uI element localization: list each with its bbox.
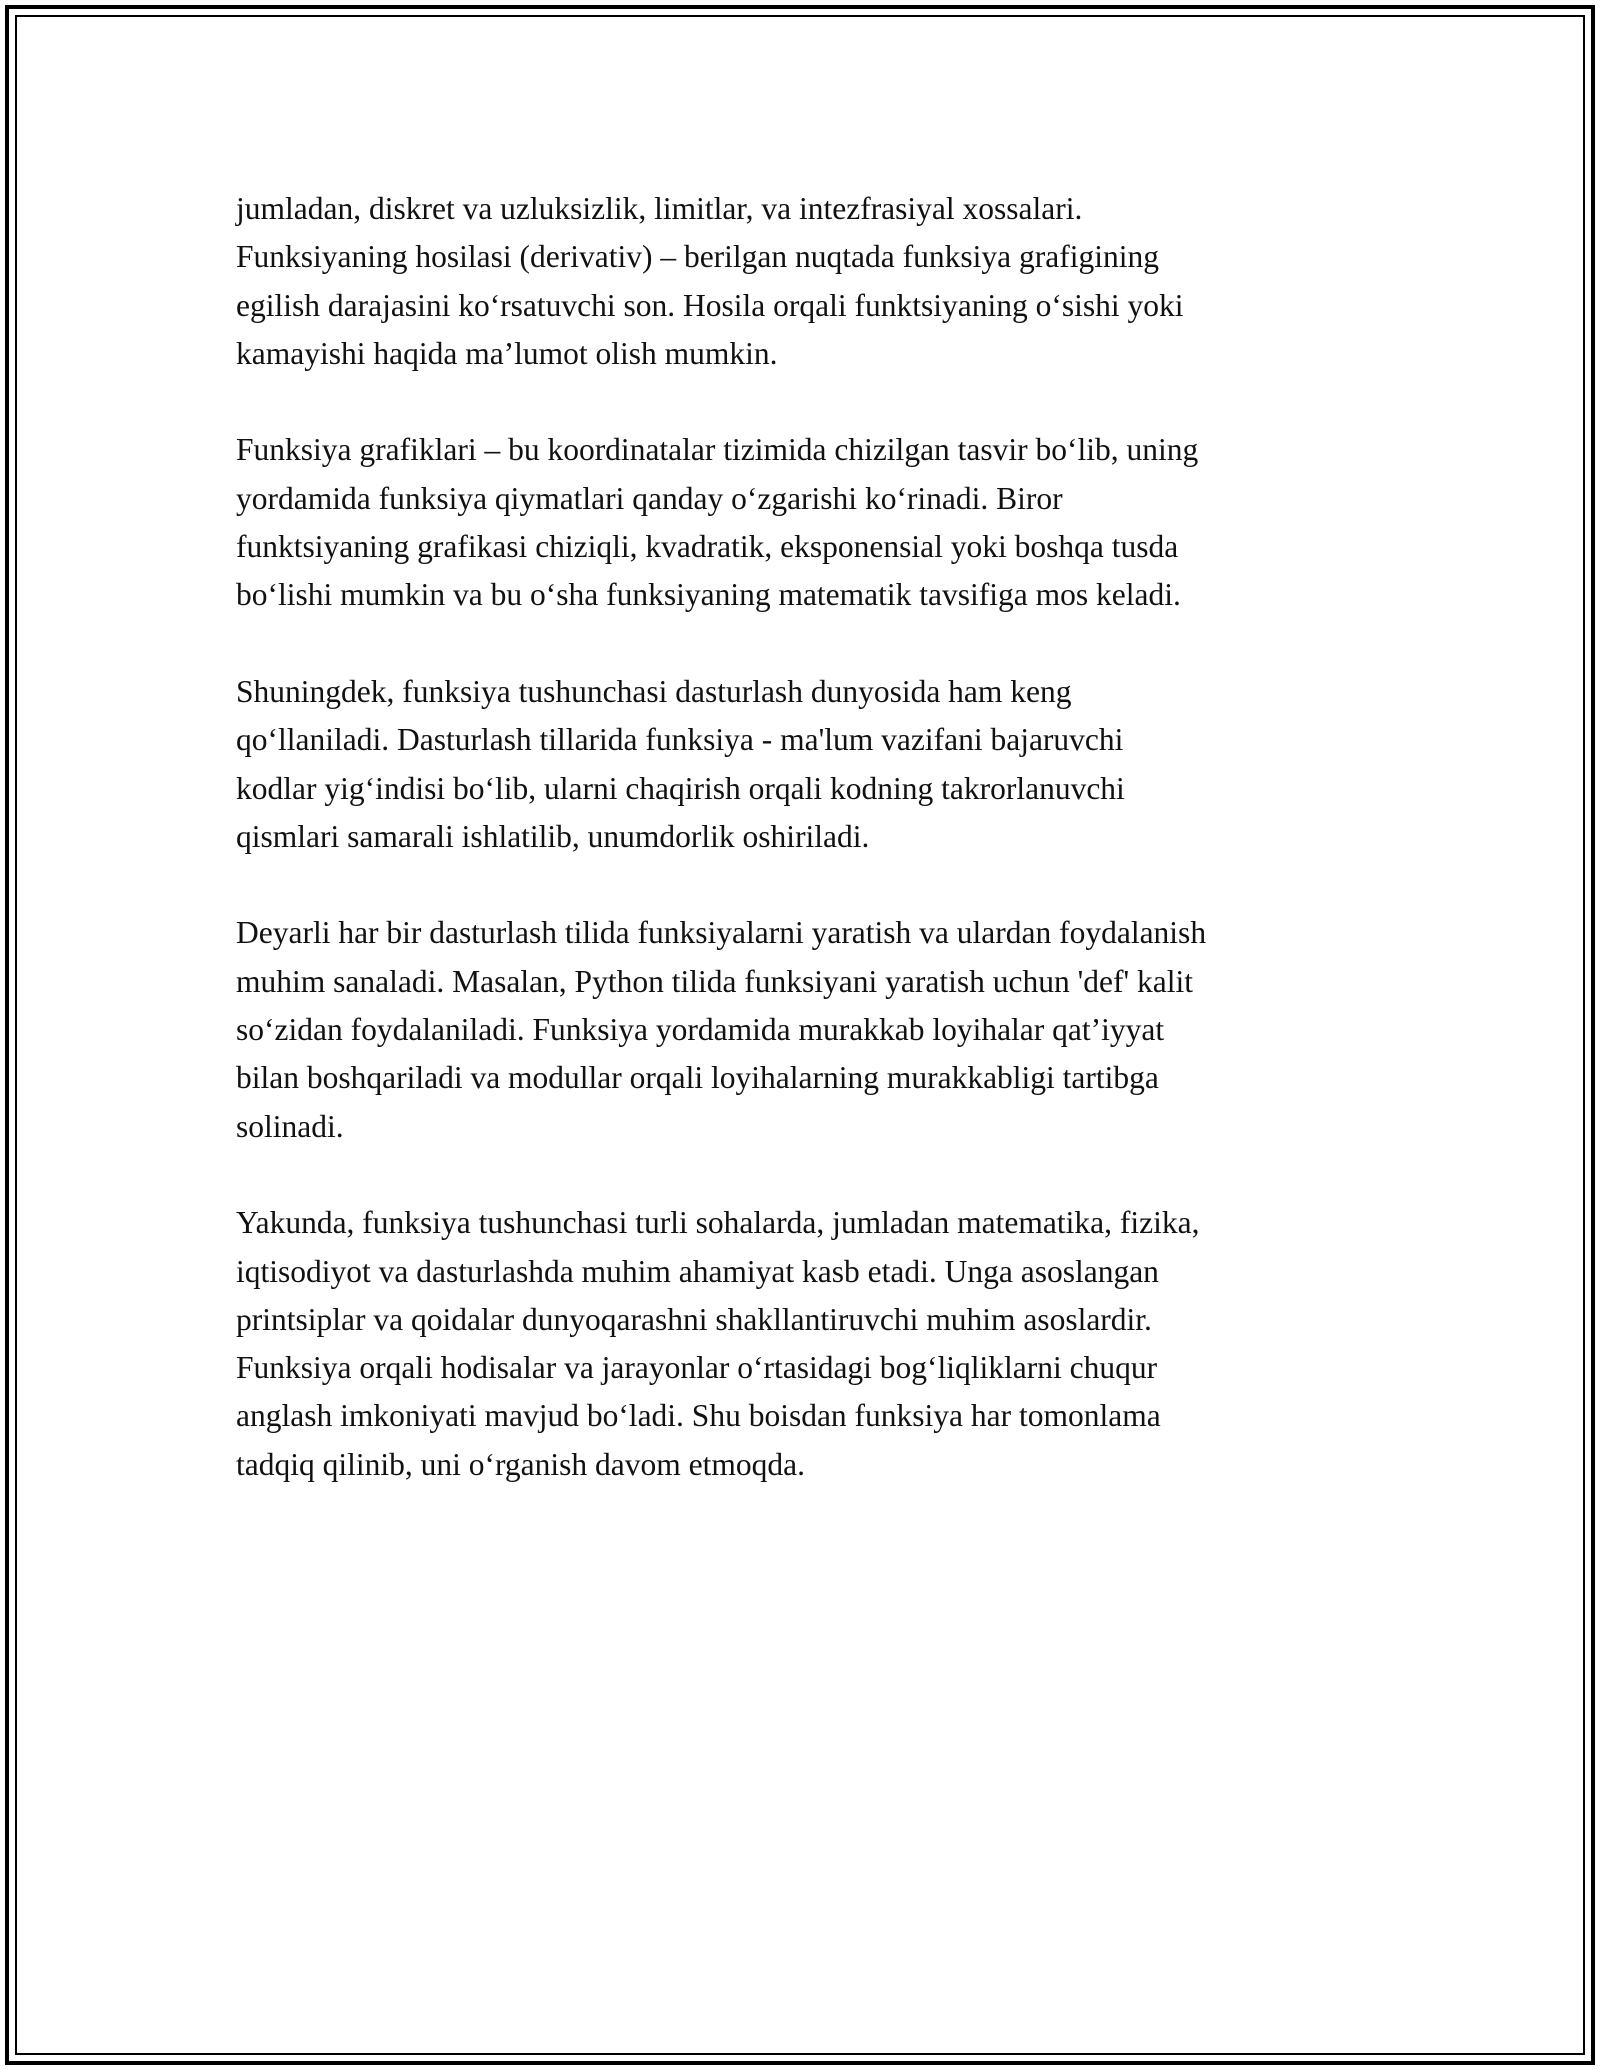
paragraph-1: jumladan, diskret va uzluksizlik, limitlar, va intezfrasiyal xossalari. Funksiyaning hosilasi (derivativ) – berilgan nuqtada funksiya grafigining egilish darajasini ko‘rsatuvchi son. Hosila orqali funktsiyaning o‘sishi yoki kamayishi haqida ma’lumot olish mumkin. bbox=[236, 191, 1184, 371]
paragraph-2: Funksiya grafiklari – bu koordinatalar tizimida chizilgan tasvir bo‘lib, uning yordamida funksiya qiymatlari qanday o‘zgarishi ko‘rinadi. Biror funktsiyaning grafikasi chiziqli, kvadratik, eksponensial yoki boshqa tusda bo‘lishi mumkin va bu o‘sha funksiyaning matematik tavsifiga mos keladi. bbox=[236, 432, 1199, 613]
paragraph-4: Deyarli har bir dasturlash tilida funksiyalarni yaratish va ulardan foydalanish muhim sanaladi. Masalan, Python tilida funksiyani yaratish uchun 'def' kalit so‘zidan foydalaniladi. Funksiya yordamida murakkab loyihalar qat’iyyat bilan boshqariladi va modullar orqali loyihalarning murakkabligi tartibga solinadi. bbox=[236, 915, 1207, 1144]
paragraph-5: Yakunda, funksiya tushunchasi turli sohalarda, jumladan matematika, fizika, iqtisodiyot va dasturlashda muhim ahamiyat kasb etadi. Unga asoslangan printsiplar va qoidalar dunyoqarashni shakllantiruvchi muhim asoslardir. Funksiya orqali hodisalar va jarayonlar o‘rtasidagi bog‘liqliklarni chuqur anglash imkoniyati mavjud bo‘ladi. Shu boisdan funksiya har tomonlama tadqiq qilinib, uni o‘rganish davom etmoqda. bbox=[236, 1205, 1200, 1482]
paragraph-3: Shuningdek, funksiya tushunchasi dasturlash dunyosida ham keng qo‘llaniladi. Dasturlash tillarida funksiya - ma'lum vazifani bajaruvchi kodlar yig‘indisi bo‘lib, ularni chaqirish orqali kodning takrorlanuvchi qismlari samarali ishlatilib, unumdorlik oshiriladi. bbox=[236, 673, 1125, 854]
document-body bbox=[236, 185, 1386, 1537]
